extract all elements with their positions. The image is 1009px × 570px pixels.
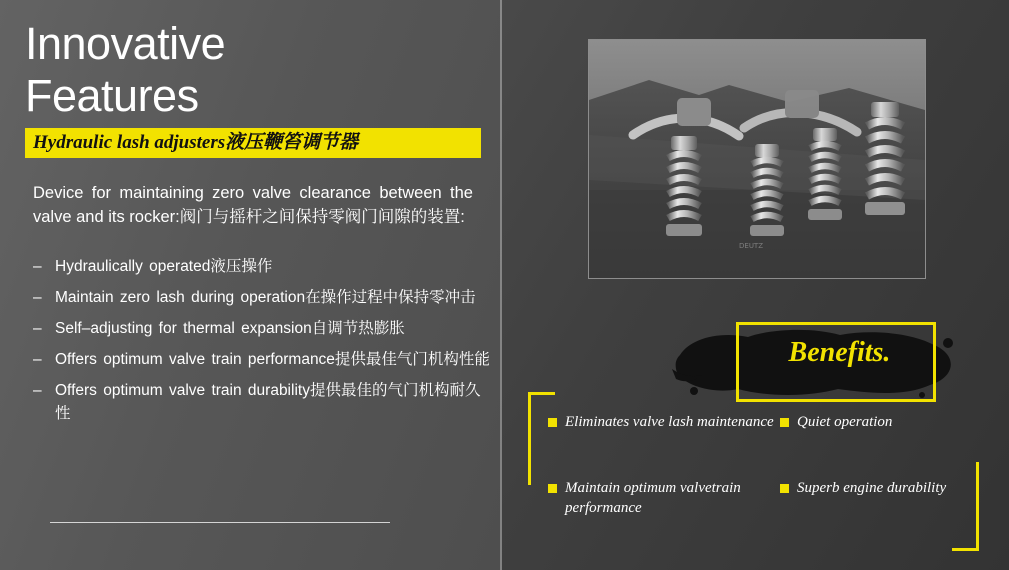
body-paragraph: Device for maintaining zero valve clearance between the valve and its rocker:阀门与摇杆之间保持零阀门间隙的装置: [33, 184, 473, 226]
title-line-2: Features [25, 70, 199, 121]
list-item [548, 412, 780, 432]
engine-photo [588, 39, 926, 279]
footer-rule [50, 522, 390, 523]
list-item [33, 317, 493, 340]
benefit-heading: Benefits. [788, 337, 891, 368]
list-item [33, 255, 493, 278]
list-item-label: Maintain zero lash during operation在操作过程中保持零冲击 [55, 289, 476, 306]
square-bullet-icon [780, 484, 789, 493]
list-item-label: Offers optimum valve train performance提供最佳气门机构性能 [55, 351, 490, 368]
bullet-marker: – [33, 320, 42, 337]
list-item [33, 348, 493, 371]
list-item-label: Offers optimum valve train durability提供最佳的气门机构耐久性 [55, 382, 481, 422]
bullet-marker: – [33, 382, 42, 399]
bullet-marker: – [33, 289, 42, 306]
svg-text:DEUTZ: DEUTZ [739, 242, 764, 250]
list-item-label: Self–adjusting for thermal expansion自调节热膨胀 [55, 320, 405, 337]
list-item-label: Eliminates valve lash maintenance [565, 414, 774, 430]
subtitle: Hydraulic lash adjusters液压鞭笞调节器 [33, 132, 359, 153]
list-item [780, 478, 978, 518]
vertical-divider [500, 0, 502, 570]
list-item-label: Superb engine durability [797, 480, 947, 496]
square-bullet-icon [548, 418, 557, 427]
list-item [33, 379, 493, 425]
list-item [548, 478, 780, 518]
list-item [33, 286, 493, 309]
square-bullet-icon [780, 418, 789, 427]
title-line-1: Innovative [25, 18, 226, 69]
bullet-marker: – [33, 258, 42, 275]
feature-bullet-list [33, 255, 493, 433]
list-item-label: Hydraulically operated液压操作 [55, 258, 273, 275]
list-item [780, 412, 978, 432]
engine-valvetrain-illustration [589, 40, 925, 278]
benefit-list [548, 412, 978, 518]
list-item-label: Maintain optimum valvetrain performance [565, 480, 741, 516]
list-item-label: Quiet operation [797, 414, 893, 430]
square-bullet-icon [548, 484, 557, 493]
bullet-marker: – [33, 351, 42, 368]
page-title [25, 18, 485, 122]
